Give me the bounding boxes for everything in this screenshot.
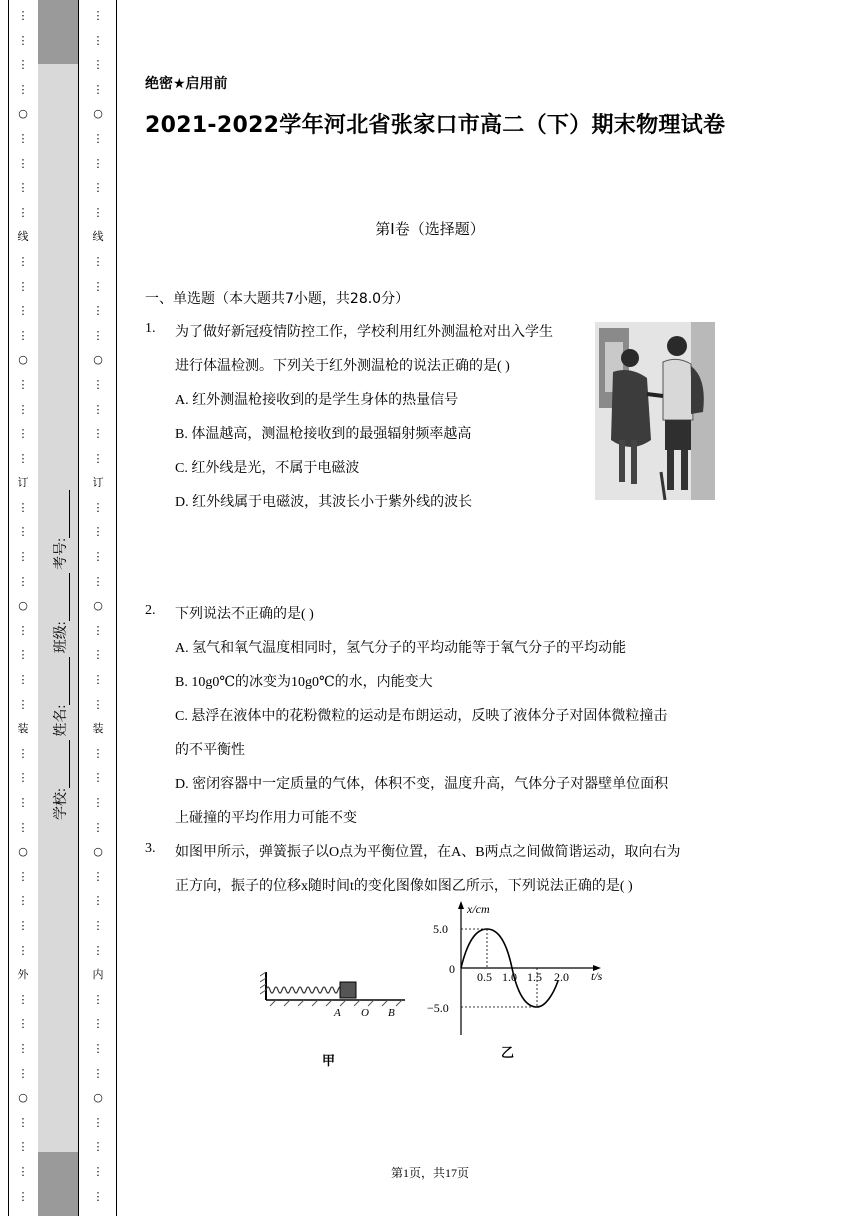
binding-strip-top <box>38 0 78 64</box>
question-2-option-c[interactable]: C. 悬浮在液体中的花粉微粒的运动是布朗运动，反映了液体分子对固体微粒撞击 <box>175 709 668 724</box>
question-3-number: 3. <box>145 841 156 856</box>
x-tick-1.0: 1.0 <box>502 970 517 984</box>
paper-title: 2021-2022学年河北省张家口市高二（下）期末物理试卷 <box>145 113 726 138</box>
question-2-number: 2. <box>145 603 156 618</box>
exam-no-label: 考号: <box>54 537 69 570</box>
x-tick-2.0: 2.0 <box>554 970 569 984</box>
outer-seal-column: ⋮ ⋮ ⋮ ⋮ ○ ⋮ ⋮ ⋮ ⋮ 线 ⋮ ⋮ ⋮ ⋮ ○ ⋮ ⋮ ⋮ ⋮ 订 ⋮ ⋮ ⋮ ⋮ ○ ⋮ ⋮ ⋮ ⋮ 装 ⋮ ⋮ ⋮ ⋮ ○ ⋮ ⋮ ⋮ ⋮ 外 ⋮ ⋮ ⋮ ⋮ ○ ⋮ ⋮ ⋮ ⋮ <box>17 9 29 1203</box>
question-1-option-c[interactable]: C. 红外线是光，不属于电磁波 <box>175 461 360 476</box>
y-tick-negative: −5.0 <box>427 1001 449 1015</box>
school-label: 学校: <box>54 788 69 820</box>
question-1-stem: 为了做好新冠疫情防控工作，学校利用红外测温枪对出入学生 <box>175 325 553 340</box>
exam-no-blank[interactable] <box>55 490 70 538</box>
question-1-option-d[interactable]: D. 红外线属于电磁波，其波长小于紫外线的波长 <box>175 495 473 510</box>
question-2-stem: 下列说法不正确的是( ) <box>175 607 314 622</box>
point-b-label: B <box>388 1007 395 1019</box>
figure-a-caption: 甲 <box>322 1054 336 1069</box>
question-2-option-c-cont: 的不平衡性 <box>175 743 245 758</box>
name-blank[interactable] <box>55 657 70 705</box>
displacement-time-graph <box>425 895 615 1065</box>
y-axis-label: x/cm <box>467 902 490 916</box>
class-blank[interactable] <box>55 573 70 621</box>
class-label: 班级: <box>54 621 69 654</box>
oscillator-block <box>340 982 356 998</box>
y-tick-positive: 5.0 <box>433 922 448 936</box>
question-2-option-d-cont: 上碰撞的平均作用力可能不变 <box>175 811 357 826</box>
question-1-option-b[interactable]: B. 体温越高，测温枪接收到的最强辐射频率越高 <box>175 427 472 442</box>
volume-heading: 第I卷（选择题） <box>375 220 485 238</box>
question-1-option-a[interactable]: A. 红外测温枪接收到的是学生身体的热量信号 <box>175 393 459 408</box>
origin-label: 0 <box>449 962 455 976</box>
x-tick-0.5: 0.5 <box>477 970 492 984</box>
page-footer: 第1页，共17页 <box>390 1166 469 1180</box>
spring-oscillator-figure <box>260 960 420 1070</box>
confidential-mark: 绝密★启用前 <box>145 76 228 92</box>
binding-line-inner <box>116 0 117 1216</box>
binding-strip-bottom <box>38 1152 78 1216</box>
x-axis-label: t/s <box>591 969 603 983</box>
figure-b-caption: 乙 <box>501 1046 515 1061</box>
question-2-option-d[interactable]: D. 密闭容器中一定质量的气体，体积不变，温度升高，气体分子对器壁单位面积 <box>175 777 669 792</box>
point-o-label: O <box>361 1007 369 1019</box>
student-info-fields <box>50 490 70 820</box>
x-tick-1.5: 1.5 <box>527 970 542 984</box>
question-2-option-b[interactable]: B. 10g0℃的冰变为10g0℃的水，内能变大 <box>175 675 433 690</box>
school-blank[interactable] <box>55 740 70 788</box>
point-a-label: A <box>334 1007 341 1019</box>
question-1-stem-cont: 进行体温检测。下列关于红外测温枪的说法正确的是( ) <box>175 359 510 374</box>
section-heading: 一、单选题（本大题共7小题，共28.0分） <box>145 291 410 307</box>
question-3-stem-cont: 正方向，振子的位移x随时间t的变化图像如图乙所示，下列说法正确的是( ) <box>175 879 633 894</box>
temperature-check-photo <box>595 322 715 500</box>
binding-line-strip-right <box>78 0 79 1216</box>
question-2-option-a[interactable]: A. 氢气和氧气温度相同时，氢气分子的平均动能等于氧气分子的平均动能 <box>175 641 627 656</box>
name-label: 姓名: <box>54 704 69 737</box>
question-1-number: 1. <box>145 321 156 336</box>
inner-seal-column: ⋮ ⋮ ⋮ ⋮ ○ ⋮ ⋮ ⋮ ⋮ 线 ⋮ ⋮ ⋮ ⋮ ○ ⋮ ⋮ ⋮ ⋮ 订 ⋮ ⋮ ⋮ ⋮ ○ ⋮ ⋮ ⋮ ⋮ 装 ⋮ ⋮ ⋮ ⋮ ○ ⋮ ⋮ ⋮ ⋮ 内 ⋮ ⋮ ⋮ ⋮ ○ ⋮ ⋮ ⋮ ⋮ <box>92 9 104 1203</box>
question-3-stem: 如图甲所示，弹簧振子以O点为平衡位置，在A、B两点之间做简谐运动，取向右为 <box>175 845 681 860</box>
binding-line-outer <box>8 0 9 1216</box>
